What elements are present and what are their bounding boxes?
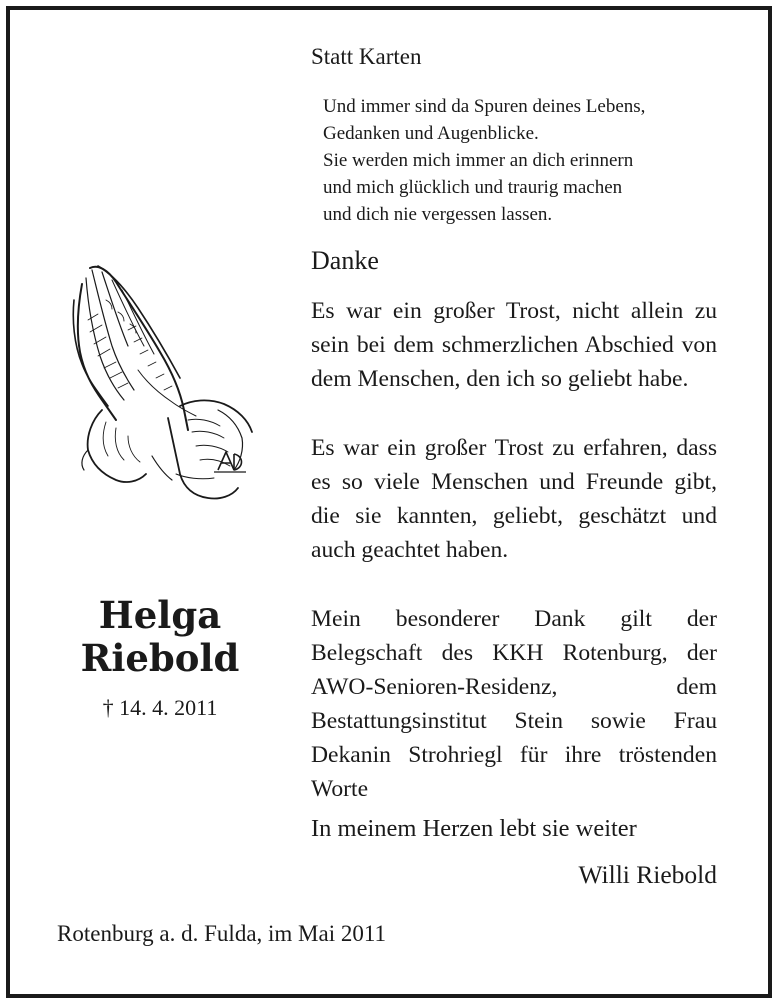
poem-line: Sie werden mich immer an dich erinnern <box>323 150 634 171</box>
poem <box>323 93 645 228</box>
poem-line: Und immer sind da Spuren deines Lebens, <box>323 96 646 117</box>
poem-line: und mich glücklich und traurig machen <box>323 177 623 198</box>
poem-line: und dich nie vergessen lassen. <box>323 204 553 225</box>
place-date: Rotenburg a. d. Fulda, im Mai 2011 <box>57 921 387 946</box>
statt-karten-heading: Statt Karten <box>311 44 422 69</box>
thanks-paragraph-1: Es war ein großer Trost, nicht allein zu sein bei dem schmerzlichen Abschied von dem Menschen, den ich so geliebt habe. <box>311 298 717 392</box>
praying-hands-icon <box>68 260 258 502</box>
death-date: † 14. 4. 2011 <box>102 695 218 720</box>
closing-line: In meinem Herzen lebt sie weiter <box>311 815 637 842</box>
deceased-first-name: Helga <box>98 593 222 637</box>
thanks-paragraph-2: Es war ein großer Trost zu erfahren, dass es so viele Menschen und Freunde gibt, die sie kannten, geliebt, geschätzt und auch geachtet haben. <box>311 435 717 563</box>
deceased-last-name: Riebold <box>80 636 240 680</box>
poem-line: Gedanken und Augenblicke. <box>323 123 539 144</box>
danke-heading: Danke <box>311 246 379 275</box>
thanks-paragraph-3: Mein besonderer Dank gilt der Belegschaft des KKH Rotenburg, der AWO-Senioren-Residenz, dem Bestattungsinstitut Stein sowie Frau Dekanin Strohriegl für ihre tröstenden Worte <box>311 606 717 802</box>
signature: Willi Riebold <box>578 860 717 889</box>
